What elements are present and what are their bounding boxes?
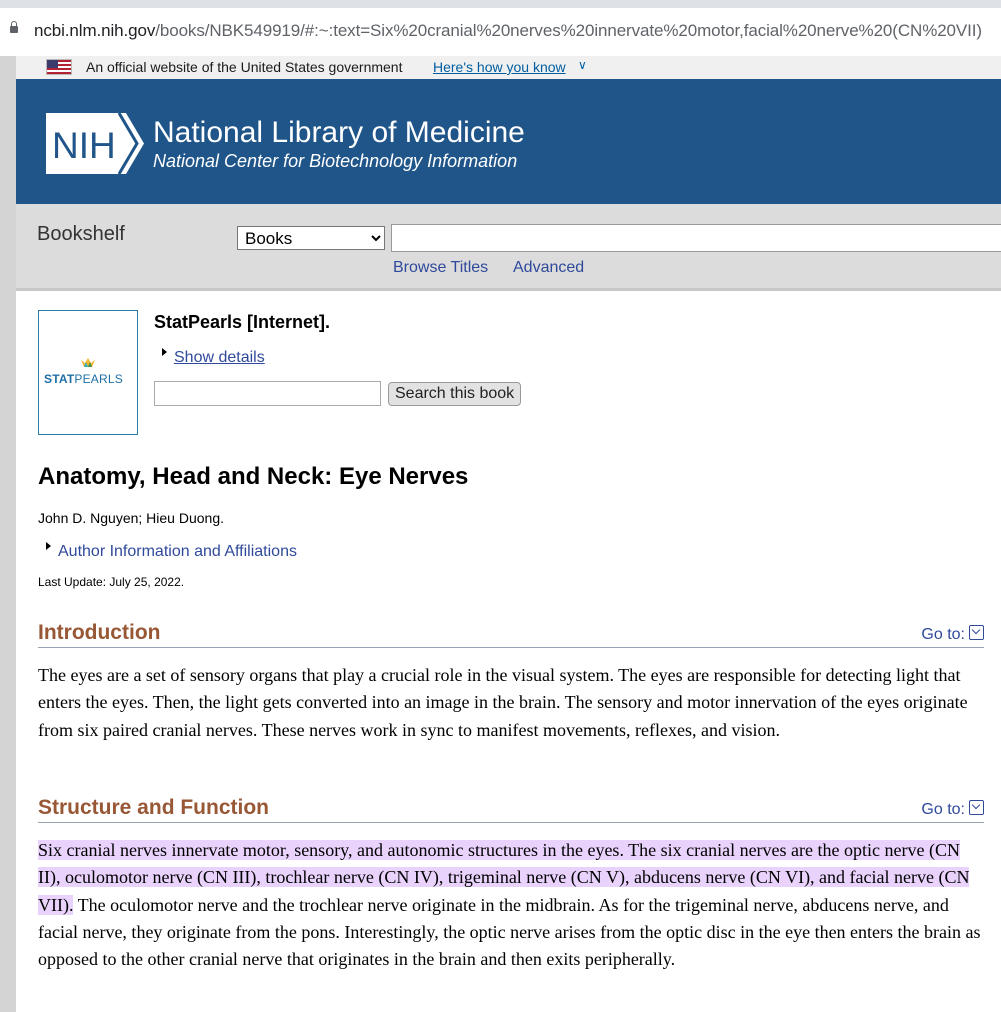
highlighted-text: Six cranial nerves innervate motor, sensory, and autonomic structures in the eyes. The six cranial nerves are the optic nerve (CN II), oculomotor nerve (CN III), trochlear nerve (CN IV), trigeminal nerve (CN V), abducens nerve (CN VI), and facial nerve (CN VII). [38,840,970,915]
search-book-button[interactable]: Search this book [388,382,521,406]
database-select[interactable] [237,226,385,250]
gov-banner [16,56,1001,79]
url-host: ncbi.nlm.nih.gov [34,21,156,40]
chevron-down-icon[interactable] [969,625,984,640]
us-flag-icon [46,59,72,75]
goto-label: Go to: [921,801,965,818]
url-text[interactable] [34,21,982,41]
site-subtitle: National Center for Biotechnology Information [153,151,518,171]
gov-banner-text: An official website of the United States government [86,59,403,75]
advanced-link[interactable]: Advanced [513,259,585,276]
section-header-introduction [38,621,984,648]
triangle-right-icon[interactable] [162,348,167,356]
authors: John D. Nguyen; Hieu Duong. [38,510,224,526]
book-cover[interactable] [38,310,138,435]
book-title[interactable]: StatPearls [Internet]. [154,312,331,332]
goto-label: Go to: [921,626,965,643]
section-heading: Introduction [38,621,161,644]
last-update: Last Update: July 25, 2022. [38,575,185,589]
book-search-input[interactable] [154,381,381,406]
site-title[interactable]: National Library of Medicine [153,116,525,149]
body-text: The oculomotor nerve and the trochlear nerve originate in the midbrain. As for the trigeminal nerve, abducens nerve, and facial nerve, they originate from the pons. Interestingly, the optic nerve arises from the optic disc in the eye then enters the brain as opposed to the other cranial nerve that originates in the brain and then exits peripherally. [38,894,981,970]
chevron-down-icon[interactable] [969,800,984,815]
heres-how-link[interactable]: Here's how you know [433,59,566,75]
article-title: Anatomy, Head and Neck: Eye Nerves [38,463,469,490]
address-bar[interactable] [0,0,1001,56]
bookshelf-search-bar [16,204,1001,291]
goto-menu[interactable] [921,625,984,644]
section-heading: Structure and Function [38,796,269,819]
section-header-structure-function [38,796,984,823]
browse-titles-link[interactable]: Browse Titles [393,259,489,276]
cover-pearls: PEARLS [74,372,123,386]
section-body: The eyes are a set of sensory organs that play a crucial role in the visual system. The eyes are responsible for detecting light that enters the eyes. Then, the light gets converted into an image in the brain. The sensory and motor innervation of the eyes originate from six paired cranial nerves. These nerves work in sync to manifest movements, reflexes, and vision. [38,665,968,740]
author-affiliations-link[interactable]: Author Information and Affiliations [58,543,297,560]
goto-menu[interactable] [921,800,984,819]
url-path: /books/NBK549919/#:~:text=Six%20cranial%20nerves%20innervate%20motor,facial%20nerve%20(CN%20VII) [155,21,982,40]
lock-icon[interactable] [10,26,18,33]
nih-header [16,79,1001,204]
cover-stat: STAT [44,372,75,386]
cover-logo-text [44,372,123,386]
bookshelf-search-input[interactable] [391,224,1001,252]
bookshelf-label[interactable]: Bookshelf [37,223,125,245]
section-body [38,837,983,973]
nih-logo-text: NIH [52,125,116,166]
crown-icon [80,358,96,369]
left-strip [0,56,16,1012]
nih-logo[interactable] [46,113,144,174]
chevron-down-icon[interactable]: ∨ [578,58,587,72]
triangle-right-icon[interactable] [46,542,51,550]
show-details-link[interactable]: Show details [174,349,265,366]
